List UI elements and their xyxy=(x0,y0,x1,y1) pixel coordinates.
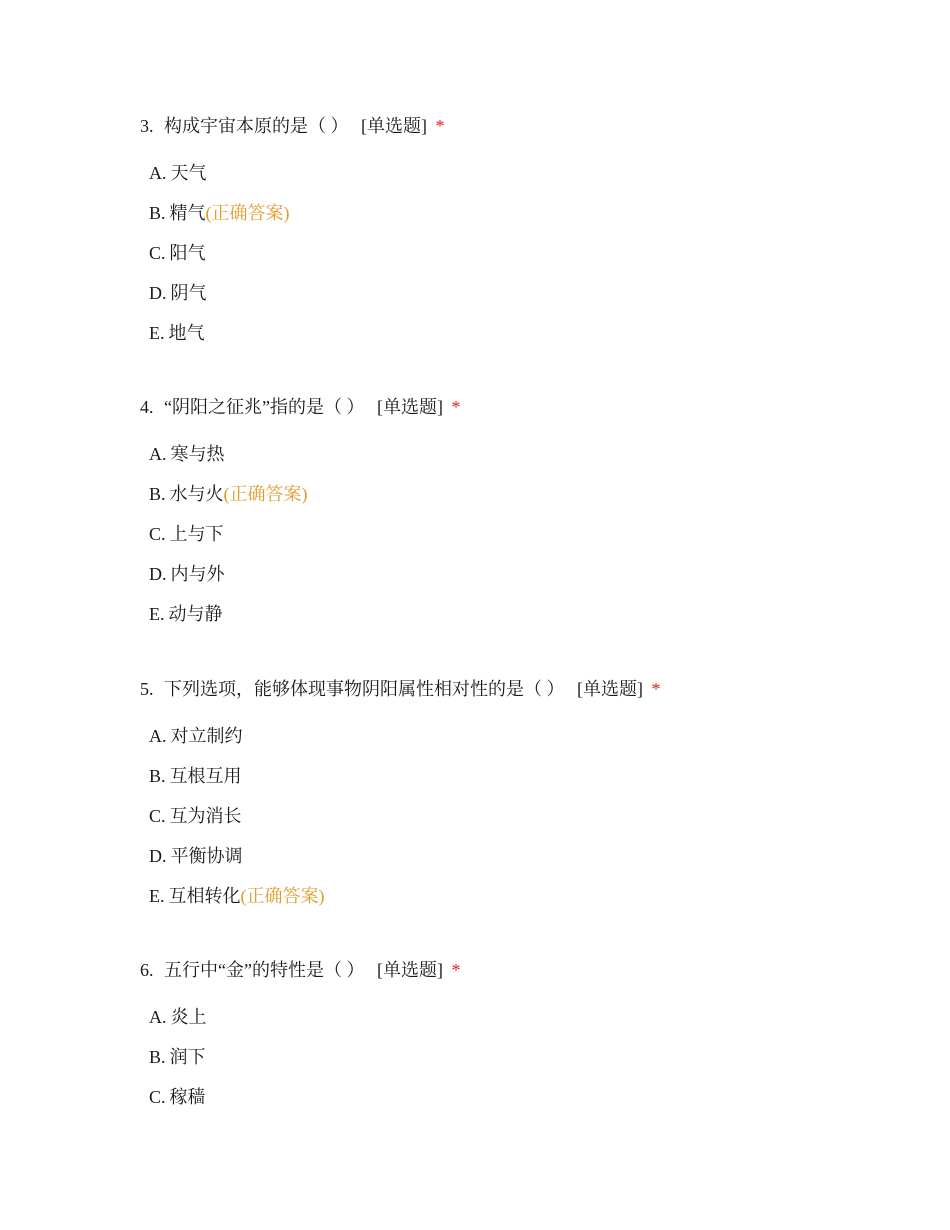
option-b xyxy=(149,1045,920,1069)
option-b xyxy=(149,201,920,225)
options-list xyxy=(140,442,920,626)
option-a xyxy=(149,724,920,748)
option-text: 润下 xyxy=(169,1047,206,1067)
option-text: 互相转化 xyxy=(168,886,241,906)
question-title xyxy=(140,395,920,419)
correct-answer-label: (正确答案) xyxy=(240,886,325,906)
option-text: 精气 xyxy=(169,203,206,223)
option-text: 上与下 xyxy=(169,524,224,544)
option-text: 平衡协调 xyxy=(170,846,243,866)
required-marker: * xyxy=(451,397,461,417)
option-letter: E. xyxy=(149,323,165,343)
question-type-label: [单选题] xyxy=(577,679,643,699)
option-a xyxy=(149,442,920,466)
question-number: 3. xyxy=(140,116,154,136)
option-d xyxy=(149,844,920,868)
option-a xyxy=(149,161,920,185)
option-letter: A. xyxy=(149,726,167,746)
options-list xyxy=(140,1005,920,1109)
question-3 xyxy=(140,114,920,361)
option-b xyxy=(149,482,920,506)
option-text: 稼穑 xyxy=(169,1087,206,1107)
question-text: 下列选项，能够体现事物阴阳属性相对性的是（ ） xyxy=(164,679,565,699)
option-letter: D. xyxy=(149,283,167,303)
option-e xyxy=(149,884,920,908)
option-c xyxy=(149,1085,920,1109)
question-text: “阴阳之征兆”指的是（ ） xyxy=(164,397,365,417)
option-text: 互根互用 xyxy=(169,766,242,786)
option-letter: D. xyxy=(149,846,167,866)
option-letter: E. xyxy=(149,604,165,624)
option-letter: A. xyxy=(149,163,167,183)
option-text: 互为消长 xyxy=(169,806,242,826)
option-text: 阳气 xyxy=(169,243,206,263)
option-letter: C. xyxy=(149,243,166,263)
required-marker: * xyxy=(435,116,445,136)
question-type-label: [单选题] xyxy=(361,116,427,136)
required-marker: * xyxy=(451,960,461,980)
question-6 xyxy=(140,958,920,1125)
question-type-label: [单选题] xyxy=(376,397,443,417)
option-a xyxy=(149,1005,920,1029)
question-number: 4. xyxy=(140,397,154,417)
correct-answer-label: (正确答案) xyxy=(223,484,308,504)
option-letter: D. xyxy=(149,564,167,584)
option-letter: B. xyxy=(149,203,166,223)
option-letter: C. xyxy=(149,1087,166,1107)
option-letter: A. xyxy=(149,444,167,464)
question-number: 5. xyxy=(140,679,154,699)
question-title xyxy=(140,677,920,701)
question-text: 五行中“金”的特性是（ ） xyxy=(164,960,365,980)
option-d xyxy=(149,562,920,586)
question-title xyxy=(140,114,920,138)
option-text: 水与火 xyxy=(169,484,224,504)
question-type-label: [单选题] xyxy=(376,960,443,980)
option-text: 炎上 xyxy=(170,1007,207,1027)
question-number: 6. xyxy=(140,960,154,980)
option-letter: A. xyxy=(149,1007,167,1027)
options-list xyxy=(140,724,920,908)
options-list xyxy=(140,161,920,345)
question-5 xyxy=(140,677,920,924)
correct-answer-label: (正确答案) xyxy=(205,203,290,223)
option-text: 地气 xyxy=(168,323,205,343)
option-e xyxy=(149,321,920,345)
option-text: 阴气 xyxy=(170,283,207,303)
option-letter: B. xyxy=(149,484,166,504)
option-b xyxy=(149,764,920,788)
option-text: 对立制约 xyxy=(170,726,243,746)
option-text: 天气 xyxy=(170,163,207,183)
option-c xyxy=(149,241,920,265)
option-letter: B. xyxy=(149,1047,166,1067)
option-text: 动与静 xyxy=(168,604,223,624)
question-4 xyxy=(140,395,920,642)
option-letter: E. xyxy=(149,886,165,906)
option-c xyxy=(149,804,920,828)
option-text: 寒与热 xyxy=(170,444,225,464)
option-c xyxy=(149,522,920,546)
option-letter: C. xyxy=(149,524,166,544)
question-title xyxy=(140,958,920,982)
required-marker: * xyxy=(651,679,661,699)
option-text: 内与外 xyxy=(170,564,225,584)
option-e xyxy=(149,602,920,626)
option-letter: B. xyxy=(149,766,166,786)
option-letter: C. xyxy=(149,806,166,826)
option-d xyxy=(149,281,920,305)
question-text: 构成宇宙本原的是（ ） xyxy=(164,116,349,136)
